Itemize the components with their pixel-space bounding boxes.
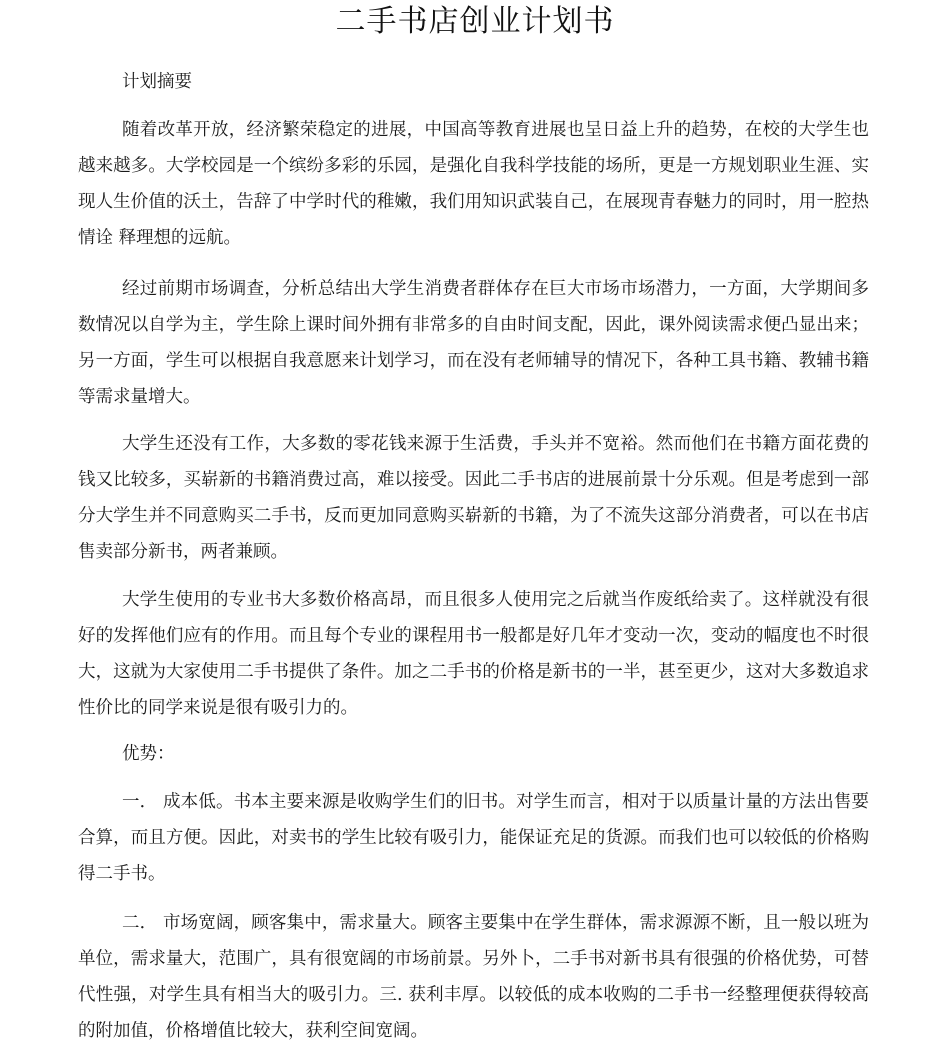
paragraph-textbook-prices: 大学生使用的专业书大多数价格高昂，而且很多人使用完之后就当作废纸给卖了。这样就没有很好的发挥他们应有的作用。而且每个专业的课程用书一般都是好几年才变动一次，变动的幅度也不时很大，这就为大家使用二手书提供了条件。加之二手书的价格是新书的一半，甚至更少，这对大多数追求性价比的同学来说是很有吸引力的。 bbox=[78, 590, 869, 718]
page-title: 二手书店创业计划书 bbox=[335, 4, 615, 39]
summary-heading: 计划摘要 bbox=[122, 72, 192, 92]
advantage-item-wide-market: 二． 市场宽阔，顾客集中，需求量大。顾客主要集中在学生群体，需求源源不断，且一般以班为单位，需求量大，范围广，具有很宽阔的市场前景。另外卜，二手书对新书具有很强的价格优势，可替代性强，对学生具有相当大的吸引力。三. 获利丰厚。以较低的成本收购的二手书一经整理便获得较高的附加值，价格增值比较大，获利空间宽阔。 bbox=[78, 913, 869, 1041]
advantages-heading: 优势： bbox=[122, 744, 175, 764]
paragraph-market-research: 经过前期市场调查，分析总结出大学生消费者群体存在巨大市场市场潜力，一方面，大学期间多数情况以自学为主，学生除上课时间外拥有非常多的自由时间支配，因此，课外阅读需求便凸显出来；另一方面，学生可以根据自我意愿来计划学习，而在没有老师辅导的情况下，各种工具书籍、教辅书籍等需求量增大。 bbox=[78, 279, 869, 407]
advantage-item-low-cost: 一． 成本低。书本主要来源是收购学生们的旧书。对学生而言，相对于以质量计量的方法出售要合算，而且方便。因此，对卖书的学生比较有吸引力，能保证充足的货源。而我们也可以较低的价格购得二手书。 bbox=[78, 792, 869, 884]
paragraph-student-budget: 大学生还没有工作，大多数的零花钱来源于生活费，手头并不宽裕。然而他们在书籍方面花费的钱又比较多，买崭新的书籍消费过高，难以接受。因此二手书店的进展前景十分乐观。但是考虑到一部分大学生并不同意购买二手书，反而更加同意购买崭新的书籍，为了不流失这部分消费者，可以在书店售卖部分新书，两者兼顾。 bbox=[78, 434, 869, 562]
paragraph-intro: 随着改革开放，经济繁荣稳定的进展，中国高等教育进展也呈日益上升的趋势，在校的大学生也越来越多。大学校园是一个缤纷多彩的乐园，是强化自我科学技能的场所，更是一方规划职业生涯、实现人生价值的沃土，告辞了中学时代的稚嫩，我们用知识武装自己，在展现青春魅力的同时，用一腔热情诠 释理想的远航。 bbox=[78, 120, 869, 248]
